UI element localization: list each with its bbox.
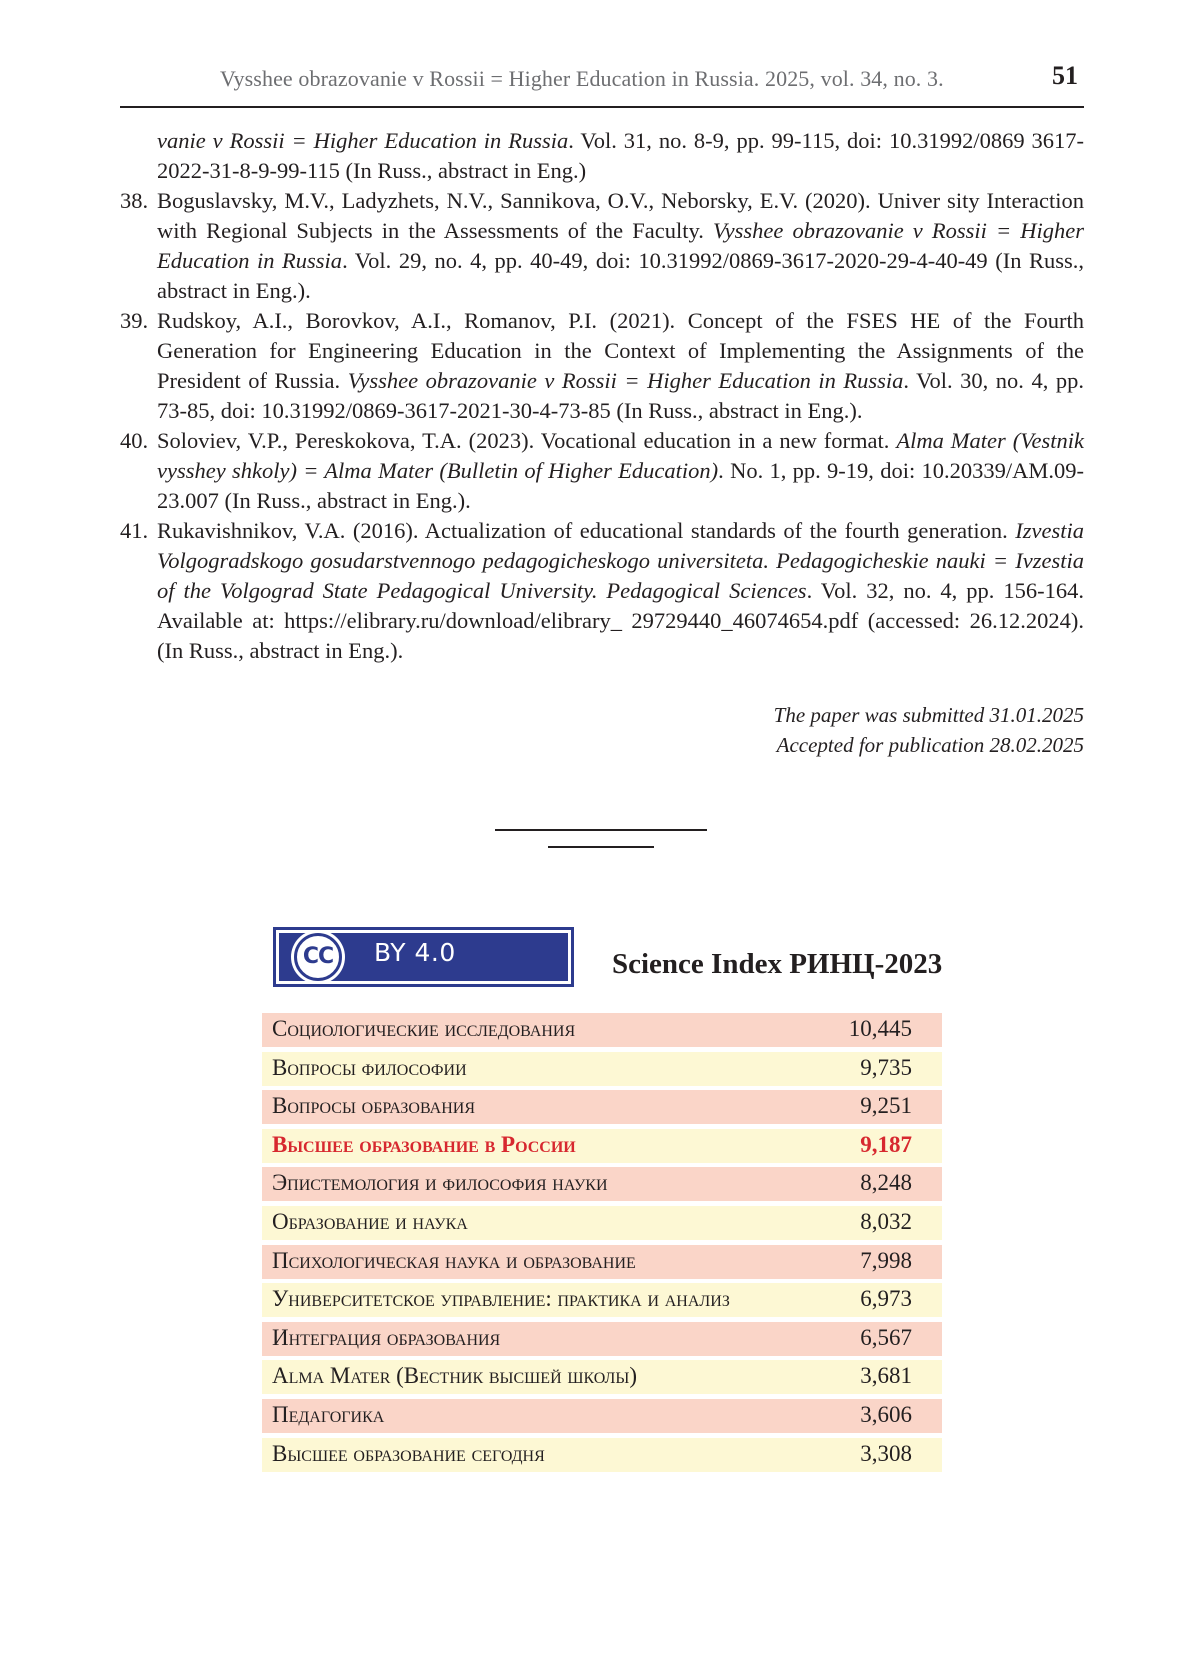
table-row (262, 1322, 942, 1356)
journal-name: Высшее образование в России (272, 1131, 576, 1157)
reference-details: . Vol. 30, no. 4, pp. 73-85, doi: 10.31992/0869-3617-2021-30-4-73-85 (In Russ., abstract in Eng.). (157, 368, 1084, 423)
index-value: 8,032 (860, 1208, 912, 1234)
reference-journal: Vysshee obrazovanie v Rossii = Higher Education in Russia (157, 218, 1084, 273)
journal-name: Alma Mater (Вестник высшей школы) (272, 1363, 638, 1389)
reference-continuation (120, 126, 1084, 186)
table-row (262, 1167, 942, 1201)
table-row (262, 1090, 942, 1124)
journal-name: Эпистемология и философия науки (272, 1170, 608, 1196)
reference-journal: Vysshee obrazovanie v Rossii = Higher Education in Russia (347, 368, 904, 393)
accepted-date: Accepted for publication 28.02.2025 (776, 733, 1084, 757)
section-divider-short (548, 846, 654, 848)
reference-journal: Alma Mater (Vestnik vysshey shkoly) = Alma Mater (Bulletin of Higher Education) (157, 428, 1084, 483)
journal-name: Высшее образование сегодня (272, 1440, 545, 1466)
reference-authors-title: Rudskoy, A.I., Borovkov, A.I., Romanov, P.I. (2021). Concept of the FSES HE of the Fourth Generation for Engineering Education in the Context of Implementing the Assignments of the President of Russia. (157, 308, 1084, 393)
reference-authors-title: Soloviev, V.P., Pereskokova, T.A. (2023). Vocational education in a new format. (157, 428, 897, 453)
reference-details: . Vol. 31, no. 8-9, pp. 99-115, doi: 10.31992/0869 3617-2022-31-8-9-99-115 (In Russ., abstract in Eng.) (157, 128, 1085, 183)
index-value: 3,308 (860, 1440, 912, 1466)
reference-38 (120, 186, 1084, 306)
table-row (262, 1245, 942, 1279)
table-row (262, 1206, 942, 1240)
journal-name: Социологические исследования (272, 1016, 576, 1041)
science-index-title: Science Index РИНЦ-2023 (612, 948, 943, 980)
table-row-highlighted (262, 1129, 942, 1163)
index-value: 6,973 (860, 1286, 912, 1312)
reference-journal: Izvestia Volgogradskogo gosudarstvennogo pedagogicheskogo universiteta. Pedagogicheskie nauki = Ivzestia of the Volgograd State Pedagogical University. Pedagogical Sciences (157, 518, 1084, 603)
journal-name: Психологическая наука и образование (272, 1247, 636, 1273)
index-value: 8,248 (860, 1170, 912, 1196)
reference-details: . No. 1, pp. 9-19, doi: 10.20339/AM.09-23.007 (In Russ., abstract in Eng.). (157, 458, 1084, 513)
journal-name: Интеграция образования (272, 1324, 501, 1350)
section-divider-long (495, 829, 707, 831)
table-row (262, 1283, 942, 1317)
index-value: 3,606 (860, 1401, 912, 1427)
reference-number: 40. (120, 428, 149, 453)
science-index-table (262, 1013, 942, 1476)
running-title: Vysshee obrazovanie v Rossii = Higher Education in Russia. 2025, vol. 34, no. 3. (220, 66, 944, 91)
reference-39 (120, 306, 1084, 426)
journal-name: Вопросы философии (272, 1054, 467, 1080)
license-label: BY 4.0 (374, 938, 456, 967)
journal-name: Педагогика (272, 1401, 385, 1427)
index-value: 10,445 (848, 1016, 912, 1041)
reference-authors-title: Boguslavsky, M.V., Ladyzhets, N.V., Sannikova, O.V., Neborsky, E.V. (2020). Univer sity Interaction with Regional Subjects in the Assessments of the Faculty. (157, 188, 1084, 243)
index-value: 9,187 (860, 1131, 912, 1157)
submitted-date: The paper was submitted 31.01.2025 (773, 703, 1084, 727)
reference-number: 39. (120, 308, 149, 333)
index-value: 3,681 (860, 1363, 912, 1389)
table-row (262, 1399, 942, 1433)
table-row (262, 1052, 942, 1086)
index-value: 9,251 (860, 1093, 912, 1119)
journal-name: Университетское управление: практика и анализ (272, 1286, 730, 1312)
index-value: 7,998 (860, 1247, 912, 1273)
journal-name: Вопросы образования (272, 1093, 475, 1119)
reference-number: 38. (120, 188, 149, 213)
table-row (262, 1013, 942, 1047)
creative-commons-icon: CC (294, 933, 342, 981)
journal-name: Образование и наука (272, 1208, 468, 1234)
index-value: 6,567 (860, 1324, 912, 1350)
reference-list (120, 126, 1084, 666)
page-header (120, 58, 1084, 108)
reference-details: . Vol. 32, no. 4, pp. 156-164. Available at: https://elibrary.ru/download/elibrary_ 29729440_46074654.pdf (accessed: 26.12.2024). (In Russ., abstract in Eng.). (157, 578, 1084, 663)
table-row (262, 1360, 942, 1394)
cc-license-badge (273, 927, 574, 987)
reference-details: . Vol. 29, no. 4, pp. 40-49, doi: 10.31992/0869-3617-2020-29-4-40-49 (In Russ., abstract in Eng.). (157, 248, 1084, 303)
table-row (262, 1438, 942, 1472)
reference-journal: vanie v Rossii = Higher Education in Russia (157, 128, 569, 153)
publication-dates (774, 700, 1084, 760)
page-number: 51 (1052, 61, 1078, 90)
index-value: 9,735 (860, 1054, 912, 1080)
reference-number: 41. (120, 518, 149, 543)
reference-authors-title: Rukavishnikov, V.A. (2016). Actualization of educational standards of the fourth generation. (157, 518, 1016, 543)
reference-41 (120, 516, 1084, 666)
reference-40 (120, 426, 1084, 516)
